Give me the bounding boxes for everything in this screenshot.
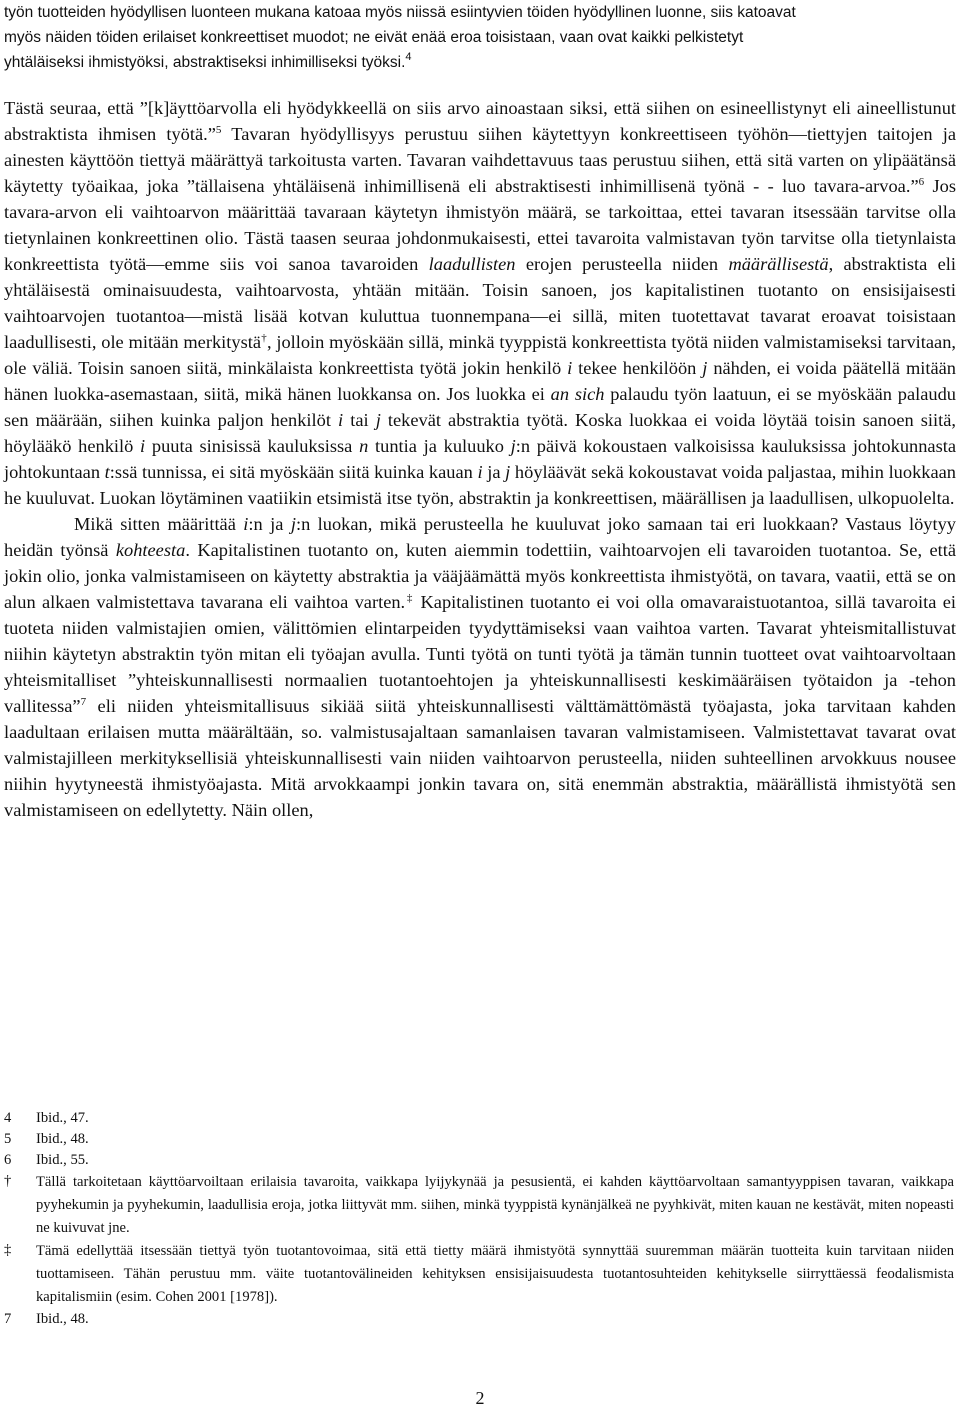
main-text (4, 95, 956, 823)
footnote-text: Ibid., 48. (36, 1131, 89, 1147)
footnote-mark: 7 (4, 1311, 12, 1327)
footnote-ref[interactable]: 5 (215, 124, 222, 136)
footnote-text: Ibid., 47. (36, 1110, 89, 1126)
text-line: työn tuotteiden hyödyllisen luonteen mukana katoaa myös niissä esiintyvien töiden hyödyllinen luonne, siis katoavat (4, 4, 796, 21)
footnote-ref[interactable]: † (261, 332, 267, 344)
footnote-ref[interactable]: 4 (405, 51, 412, 63)
footnote-mark: 4 (4, 1110, 12, 1126)
footnote-text: Tämä edellyttää itsessään tiettyä työn tuotantovoimaa, sitä että tietty määrä ihmistyötä synnyttää suuremman määrän tuotteita kuin tarvitaan niiden tuottamiseen. Tähän perustuu mm. väite tuotantovälineiden kehityksen ensisijaisuudesta tuotantosuhteiden kehitykselle siirryttäessä feodalismista kapitalismiin (esim. Cohen 2001 [1978]). (36, 1243, 954, 1305)
page-number: 2 (475, 1388, 485, 1408)
footnotes (4, 1108, 954, 1330)
carryover-paragraph (4, 0, 956, 75)
footnote (4, 1309, 954, 1330)
footnote-mark: 5 (4, 1131, 12, 1147)
footnote (4, 1108, 954, 1129)
paragraph: Mikä sitten määrittää i:n ja j:n luokan, mikä perusteella he kuuluvat joko samaan tai eri luokkaan? Vastaus löytyy heidän työnsä kohteesta. Kapitalistinen tuotanto on, kuten aiemmin todettiin, vaihtoarvojen eli tavaroiden tuotantoa. Se, että jokin olio, jonka valmistamiseen on käytetty abstraktia ja vääjäämättä myös konkreettista ihmistyötä, on tavara, vaatii, että se on alun alkaen valmistettava tavarana eli vaihtoa varten.‡ Kapitalistinen tuotanto ei voi olla omavaraistuotantoa, sillä tavaroita ei tuoteta niiden valmistajien omien, välittömien elintarpeiden tyydyttämiseksi vaan vaihtoa varten. Tavarat yhteismitallistuvat niihin käytetyn abstraktin työn mitan eli työajan avulla. Tunti työtä on tunti työtä ja tämän tunnin tuotteet ovat vaihtoarvoltaan yhteismitalliset ”yhteiskunnallisesti normaalien tuotantoehtojen ja yhteiskunnallisesti keskimääräisen työtaidon ja -tehon vallitessa”$^7$ eli niiden yhteismitallisuus sikiää siitä yhteiskunnallisesti välttämättömästä työajasta, joka tarvitaan kahden laadultaan erilaisen mutta määrältään, so. valmistusajaltaan samanlaisen tavaran valmistamiseen. Valmistettavat tavarat ovat valmistajilleen merkityksellisiä yhteiskunnallisesti vain niiden vaihtoarvon perusteella, niiden suhteellinen arvokkuus nousee niihin hyytyneestä ihmistyöajasta. Mitä arvokkaampi jonkin tavara on, sitä enemmän abstraktia, määrällistä ihmistyötä sen valmistamiseen on edellytetty. Näin ollen, (4, 514, 956, 820)
footnote-text: Tällä tarkoitetaan käyttöarvoiltaan erilaisia tavaroita, vaikkapa lyijykynää ja pesusientä, ei kahden käyttöarvoltaan samantyyppisen tavaran, vaikkapa pyyhekumin ja pyyhekumin, laadullisia eroja, jotka liittyvät mm. siihen, minkä tyyppistä kynänjälkeä ne pyyhkivät, miten kauan ne kestävät, miten nopeasti ne kuivuvat jne. (36, 1174, 954, 1236)
footnote-mark: 6 (4, 1152, 12, 1168)
footnote-mark: † (4, 1173, 12, 1189)
text-line: myös näiden töiden erilaiset konkreettiset muodot; ne eivät enää eroa toisistaan, vaan ovat kaikki pelkistetyt (4, 29, 744, 46)
footnote-text: Ibid., 48. (36, 1311, 89, 1327)
footnote (4, 1150, 954, 1171)
footnote-ref[interactable]: 6 (918, 176, 925, 188)
footnote-ref[interactable]: 7 (80, 696, 87, 708)
footnote-mark: ‡ (4, 1242, 12, 1258)
footnote-ref[interactable]: ‡ (405, 592, 415, 604)
footnote (4, 1171, 954, 1240)
text-line: yhtäläiseksi ihmistyöksi, abstraktiseksi inhimilliseksi työksi.$^4$ (4, 51, 412, 71)
footnote (4, 1129, 954, 1150)
paragraph: Tästä seuraa, että ”[k]äyttöarvolla eli hyödykkeellä on siis arvo ainoastaan siksi, että siihen on esineellistynyt eli aineellistunut abstraktista ihmisen työtä.”$^5$ Tavaran hyödyllisyys perustuu siihen käytettyyn konkreettiseen työhön—tiettyjen taitojen ja ainesten käyttöön tiettyä määrättyä tarkoitusta varten. Tavaran vaihdettavuus taas perustuu siihen, että sitä varten on ylipäätänsä käytetty työaikaa, joka ”tällaisena yhtäläisenä inhimillisenä eli abstraktisesti inhimillisenä työnä - - luo tavara-arvoa.”$^6$ Jos tavara-arvon eli vaihtoarvon määrittää tavaraan käytetyn ihmistyön määrä, se tarkoittaa, ettei tavaran itsessään tarvitse olla tietynlainen konkreettinen olio. Tästä taasen seuraa johdonmukaisesti, ettei tavaroita valmistavan työn tarvitse olla tietynlaista konkreettista työtä—emme siis voi sanoa tavaroiden laadullisten erojen perusteella niiden määrällisestä, abstraktista eli yhtäläisestä ominaisuudesta, vaihtoarvosta, yhtään mitään. Toisin sanoen, jos kapitalistinen tuotanto on ensisijaisesti vaihtoarvojen tuotantoa—mistä lisää kotvan kuluttua tuonnempana—ei sillä, miten tuotettavat tavarat eroavat toisistaan laadullisesti, ole mitään merkitystä†, jolloin myöskään sillä, minkä tyyppistä konkreettista työtä niiden valmistamiseksi tarvitaan, ole väliä. Toisin sanoen siitä, minkälaista konkreettista työtä jokin henkilö i tekee henkilöön j nähden, ei voida päätellä mitään hänen luokka-asemastaan, siitä, mikä hänen luokkansa on. Jos luokka ei an sich palaudu työn laatuun, ei se myöskään palaudu sen määrään, siihen kuinka paljon henkilöt i tai j tekevät abstraktia työtä. Koska luokkaa ei voida löytää toisin sanoen siitä, höylääkö henkilö i puuta sinisissä kauluksissa n tuntia ja kuluuko j:n päivä kokoustaen valkoisissa kauluksissa johtokunnasta johtokuntaan t:ssä tunnissa, ei sitä myöskään siitä kuinka kauan i ja j höyläävät sekä kokoustavat voida paljastaa, mihin luokkaan he kuuluvat. Luokan löytäminen vaatiikin etsimistä itse työn, abstraktin ja konkreettisen, määrällisen ja laadullisen, ulkopuolelta. (4, 98, 957, 508)
footnote-text: Ibid., 55. (36, 1152, 89, 1168)
footnote (4, 1240, 954, 1309)
